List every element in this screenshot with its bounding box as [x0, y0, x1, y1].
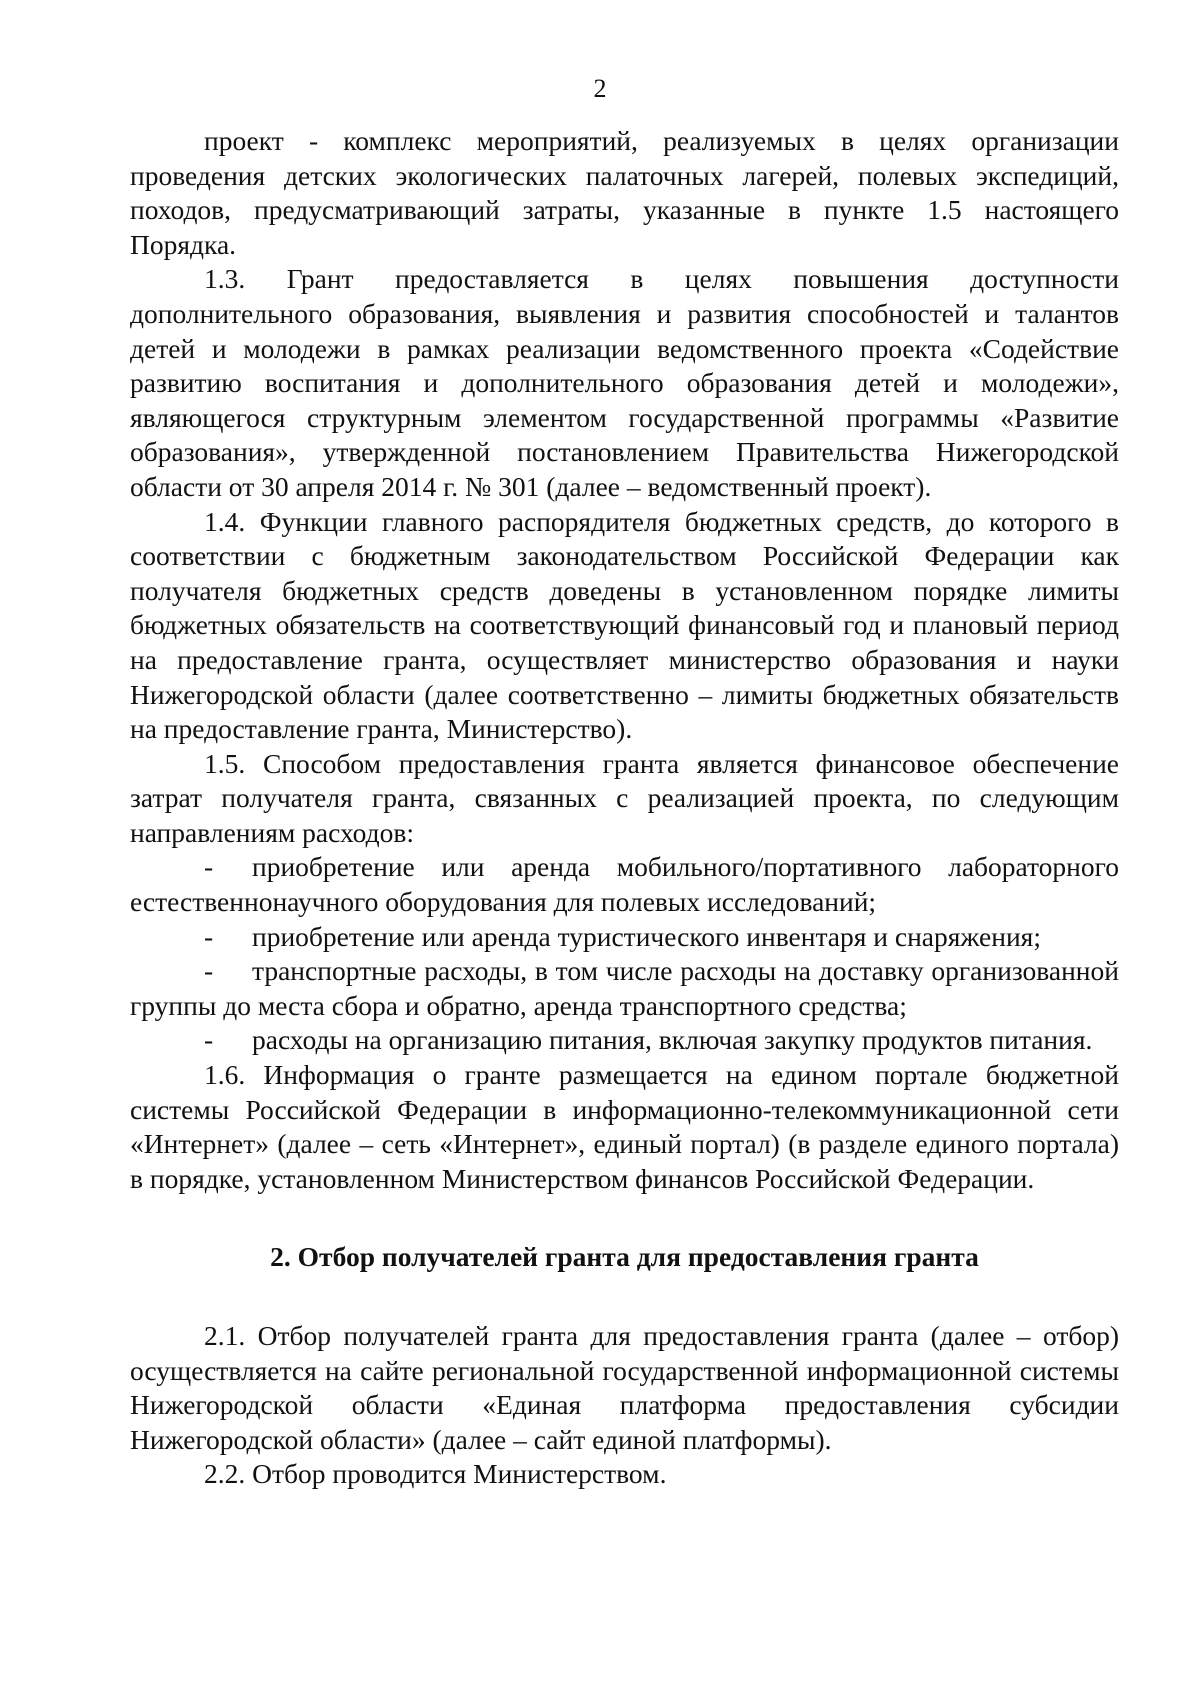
paragraph-1-6: 1.6. Информация о гранте размещается на едином портале бюджетной системы Российской Федерации в информационно-телекоммуникационной сети «Интернет» (далее – сеть «Интернет», единый портал) (в разделе единого портала) в порядке, установленном Министерством финансов Российской Федерации. [130, 1059, 1119, 1194]
list-item [130, 920, 1119, 955]
paragraph-project-definition: проект - комплекс мероприятий, реализуемых в целях организации проведения детских экологических палаточных лагерей, полевых экспедиций, походов, предусматривающий затраты, указанные в пункте 1.5 настоящего Порядка. [130, 125, 1119, 260]
list-dash: - [204, 1024, 214, 1056]
paragraph-1-5: 1.5. Способом предоставления гранта является финансовое обеспечение затрат получателя гранта, связанных с реализацией проекта, по следующим направлениям расходов: [130, 747, 1119, 848]
paragraph-1-4: 1.4. Функции главного распорядителя бюджетных средств, до которого в соответствии с бюджетным законодательством Российской Федерации как получателя бюджетных средств доведены в установленном порядке лимиты бюджетных обязательств на соответствующий финансовый год и плановый период на предоставление гранта, осуществляет министерство образования и науки Нижегородской области (далее соответственно – лимиты бюджетных обязательств на предоставление гранта, Министерство). [130, 505, 1119, 745]
paragraph-2-1: 2.1. Отбор получателей гранта для предоставления гранта (далее – отбор) осуществляется на сайте региональной государственной информационной системы Нижегородской области «Единая платформа предоставления субсидии Нижегородской области» (далее – сайт единой платформы). [130, 1320, 1119, 1455]
list-item-text: приобретение или аренда туристического инвентаря и снаряжения; [252, 920, 1041, 952]
list-dash: - [204, 920, 214, 952]
list-item-text: транспортные расходы, в том числе расходы на доставку организованной группы до места сбора и обратно, аренда транспортного средства; [130, 955, 1119, 1021]
list-item [130, 1023, 1119, 1058]
document-body [130, 124, 1119, 1492]
list-dash: - [204, 851, 214, 883]
paragraph-2-2: 2.2. Отбор проводится Министерством. [204, 1458, 667, 1490]
page-number: 2 [593, 74, 607, 103]
paragraph-1-3: 1.3. Грант предоставляется в целях повышения доступности дополнительного образования, выявления и развития способностей и талантов детей и молодежи в рамках реализации ведомственного проекта «Содействие развитию воспитания и дополнительного образования детей и молодежи», являющегося структурным элементом государственной программы «Развитие образования», утвержденной постановлением Правительства Нижегородской области от 30 апреля 2014 г. № 301 (далее – ведомственный проект). [130, 263, 1119, 502]
list-item-text: приобретение или аренда мобильного/портативного лабораторного естественнонаучного оборудования для полевых исследований; [130, 851, 1119, 918]
list-item [130, 954, 1119, 1023]
list-item [130, 850, 1119, 919]
list-dash: - [204, 955, 214, 987]
list-item-text: расходы на организацию питания, включая закупку продуктов питания. [252, 1024, 1093, 1056]
expense-list [130, 850, 1119, 1058]
section-heading: 2. Отбор получателей гранта для предоставления гранта [270, 1241, 979, 1273]
